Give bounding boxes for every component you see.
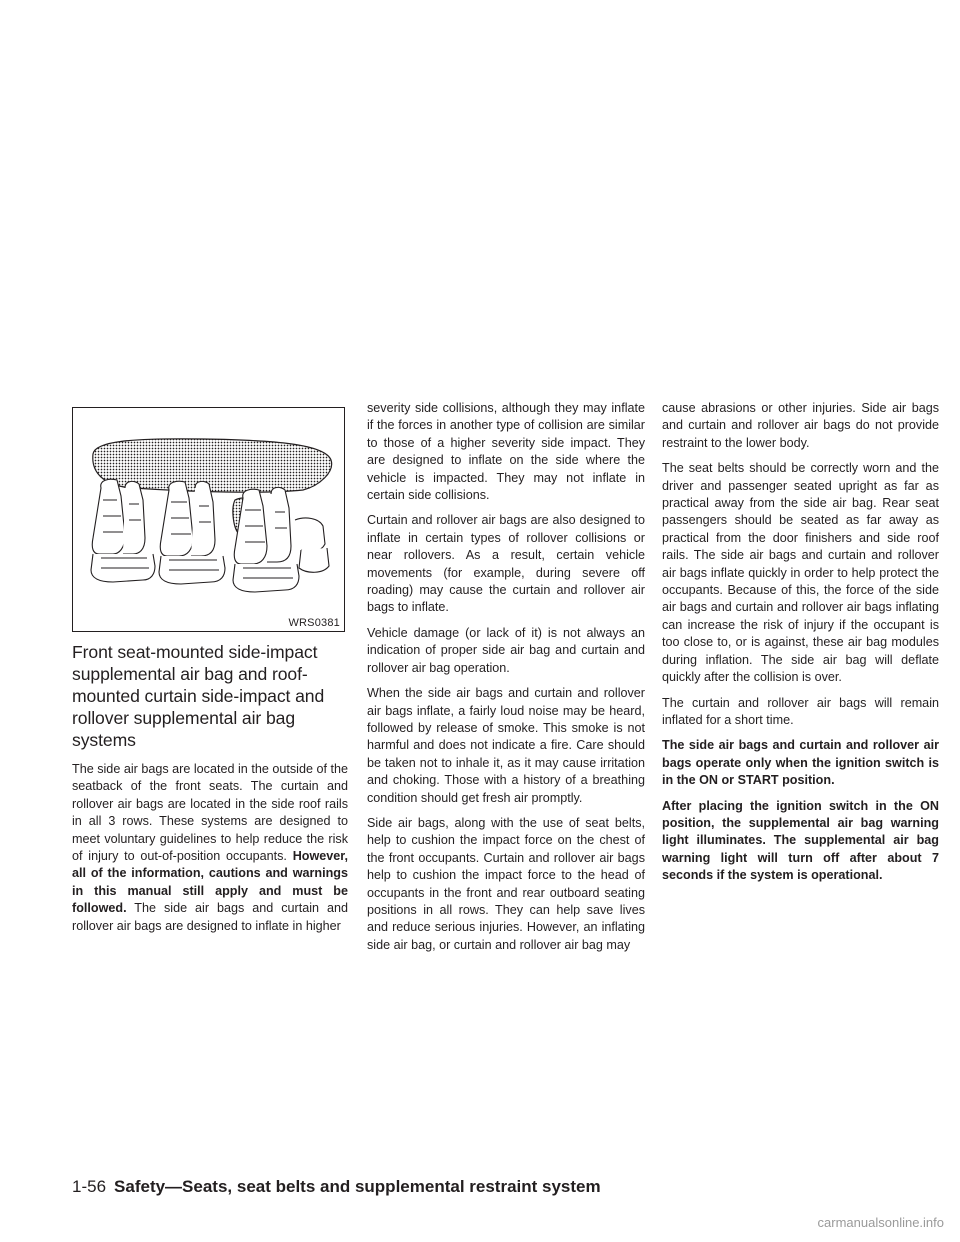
paragraph: Side air bags, along with the use of seat belts, help to cushion the impact force on the chest of the front occupants. Curtain and rollover air bags help to cushion the impact force to the head of occupants in the front and rear outboard seating positions in all rows. They can help save lives and reduce serious injuries. However, an inflating side air bag, or curtain and rollover air bag may — [367, 815, 645, 952]
seat-row-2 — [159, 481, 225, 584]
paragraph: The curtain and rollover air bags will remain inflated for a short time. — [662, 695, 939, 727]
intro-paragraph — [72, 761, 348, 935]
page-number: 1-56 — [72, 1177, 107, 1196]
seat-row-3 — [233, 487, 329, 592]
paragraph: severity side collisions, although they may inflate if the forces in another type of collision are similar to those of a higher severity side impact. They are designed to inflate on the side where the vehicle is impacted. They may not inflate in certain side collisions. — [367, 401, 645, 503]
intro-warning: However, all of the information, cautions and warnings in this manual still apply and must be followed. — [72, 849, 348, 916]
paragraph: Vehicle damage (or lack of it) is not always an indication of proper side air bag and curtain and rollover air bag operation. — [367, 625, 645, 675]
bold-note: The side air bags and curtain and rollover air bags operate only when the ignition switch is in the ON or START position. — [662, 738, 939, 788]
paragraph: cause abrasions or other injuries. Side air bags and curtain and rollover air bags do not provide restraint to the lower body. — [662, 401, 939, 450]
column-3 — [662, 400, 939, 893]
paragraph: When the side air bags and curtain and rollover air bags inflate, a fairly loud noise may be heard, followed by release of smoke. This smoke is not harmful and does not indicate a fire. Care should be taken not to inhale it, as it may cause irritation and choking. Those with a history of a breathing condition should get fresh air promptly. — [367, 686, 645, 805]
paragraph: The seat belts should be correctly worn and the driver and passenger seated upright as far as practical away from the side air bag. Rear seat passengers should be seated as far away as practical from the door finishers and side roof rails. The side air bags and curtain and rollover air bags inflate quickly in order to help protect the occupants. Because of this, the force of the side air bags and curtain and rollover air bags inflating can increase the risk of injury if the occupant is too close to, or is against, these air bag modules during inflation. The side air bag will deflate quickly after the collision is over. — [662, 461, 939, 685]
seat-row-1 — [91, 479, 155, 582]
section-title: Safety—Seats, seat belts and supplemental restraint system — [114, 1177, 601, 1196]
intro-tail: The side air bags and curtain and rollover air bags are designed to inflate in higher — [72, 901, 348, 933]
figure-label: WRS0381 — [288, 617, 340, 629]
section-heading: Front seat-mounted side-impact supplemental air bag and roof-mounted curtain side-impact and rollover supplemental air bag systems — [72, 642, 325, 750]
airbag-seats-drawing — [73, 408, 345, 632]
column-1 — [72, 641, 348, 943]
bold-note: After placing the ignition switch in the ON position, the supplemental air bag warning light illuminates. The supplemental air bag warning light will turn off after about 7 seconds if the system is operational. — [662, 798, 939, 883]
page-footer — [72, 1177, 601, 1197]
airbag-illustration — [72, 407, 345, 632]
watermark: carmanualsonline.info — [817, 1215, 944, 1230]
intro-text: The side air bags are located in the outside of the seatback of the front seats. The curtain and rollover air bags are located in the side roof rails in all 3 rows. These systems are designed to meet voluntary guidelines to help reduce the risk of injury to out-of-position occupants. — [72, 762, 348, 864]
paragraph: Curtain and rollover air bags are also designed to inflate in certain types of rollover collisions or near rollovers. As a result, certain vehicle movements (for example, during severe off roading) may cause the curtain and rollover air bags to inflate. — [367, 513, 645, 615]
column-2 — [367, 400, 645, 962]
